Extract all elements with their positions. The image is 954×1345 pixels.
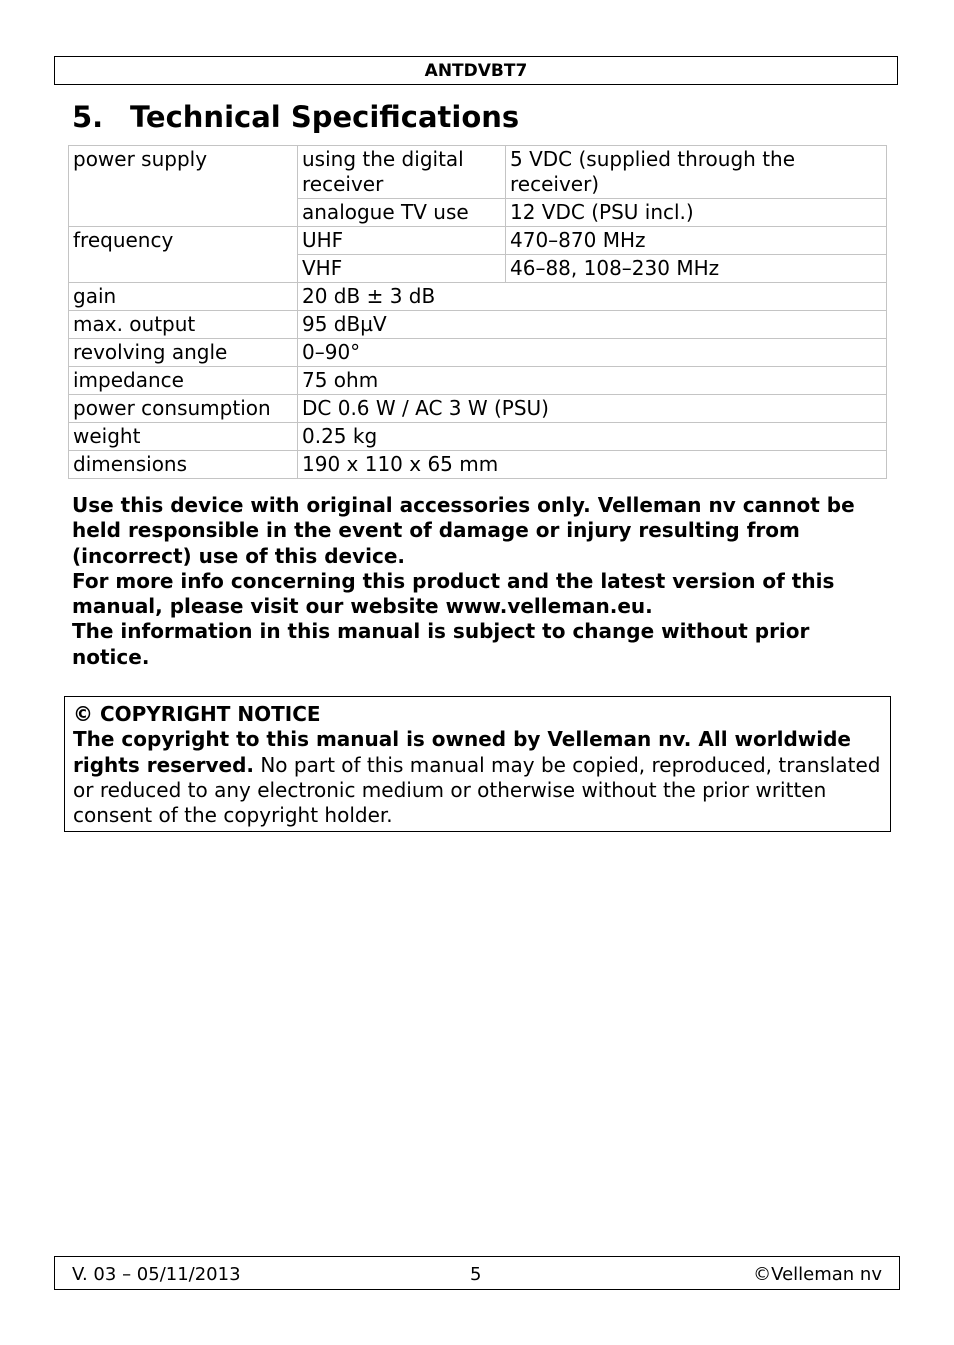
spec-sublabel: UHF: [298, 227, 506, 255]
spec-label: revolving angle: [69, 339, 298, 367]
copyright-text: No part of this manual may be copied, reproduced, translated or reduced to any electronic medium or otherwise without the prior written consent of the copyright holder.: [73, 752, 881, 828]
spec-value: 470–870 MHz: [506, 227, 887, 255]
notice-change: The information in this manual is subject to change without prior notice.: [72, 619, 810, 669]
spec-label: weight: [69, 423, 298, 451]
table-row: [69, 423, 887, 451]
table-row: [69, 311, 887, 339]
spec-sublabel: analogue TV use: [298, 199, 506, 227]
spec-value: 95 dBµV: [298, 311, 887, 339]
copyright-title: © COPYRIGHT NOTICE: [73, 702, 321, 726]
section-title: Technical Specifications: [130, 100, 520, 134]
spec-value: 75 ohm: [298, 367, 887, 395]
spec-value: 20 dB ± 3 dB: [298, 283, 887, 311]
spec-sublabel: using the digital receiver: [298, 146, 506, 199]
section-number: 5.: [72, 100, 104, 134]
table-row: [69, 367, 887, 395]
footer-owner: ©Velleman nv: [753, 1264, 882, 1285]
page-footer: [54, 1256, 900, 1290]
notice-accessories: Use this device with original accessories only. Velleman nv cannot be held responsible in the event of damage or injury resulting from (incorrect) use of this device.: [72, 493, 855, 568]
spec-value: 0–90°: [298, 339, 887, 367]
table-row: [69, 146, 887, 199]
notice-website: For more info concerning this product and the latest version of this manual, please visit our website www.velleman.eu.: [72, 568, 835, 619]
spec-label: frequency: [69, 227, 298, 283]
specifications-table: [68, 145, 887, 479]
spec-label: power consumption: [69, 395, 298, 423]
page-header: [54, 56, 898, 85]
spec-value: 5 VDC (supplied through the receiver): [506, 146, 887, 199]
spec-label: gain: [69, 283, 298, 311]
table-row: [69, 451, 887, 479]
usage-notice: [72, 493, 882, 670]
table-row: [69, 395, 887, 423]
spec-value: DC 0.6 W / AC 3 W (PSU): [298, 395, 887, 423]
spec-label: impedance: [69, 367, 298, 395]
spec-value: 12 VDC (PSU incl.): [506, 199, 887, 227]
section-heading: [72, 100, 519, 134]
spec-sublabel: VHF: [298, 255, 506, 283]
spec-label: dimensions: [69, 451, 298, 479]
spec-value: 0.25 kg: [298, 423, 887, 451]
spec-value: 190 x 110 x 65 mm: [298, 451, 887, 479]
spec-label: power supply: [69, 146, 298, 227]
page-number: 5: [470, 1264, 482, 1285]
table-row: [69, 339, 887, 367]
model-name: ANTDVBT7: [424, 60, 528, 81]
spec-label: max. output: [69, 311, 298, 339]
spec-value: 46–88, 108–230 MHz: [506, 255, 887, 283]
table-row: [69, 283, 887, 311]
footer-version: V. 03 – 05/11/2013: [72, 1264, 241, 1285]
copyright-notice-box: [64, 696, 891, 832]
copyright-ownership: The copyright to this manual is owned by Velleman nv. All worldwide rights reserved.: [73, 727, 851, 777]
table-row: [69, 227, 887, 255]
